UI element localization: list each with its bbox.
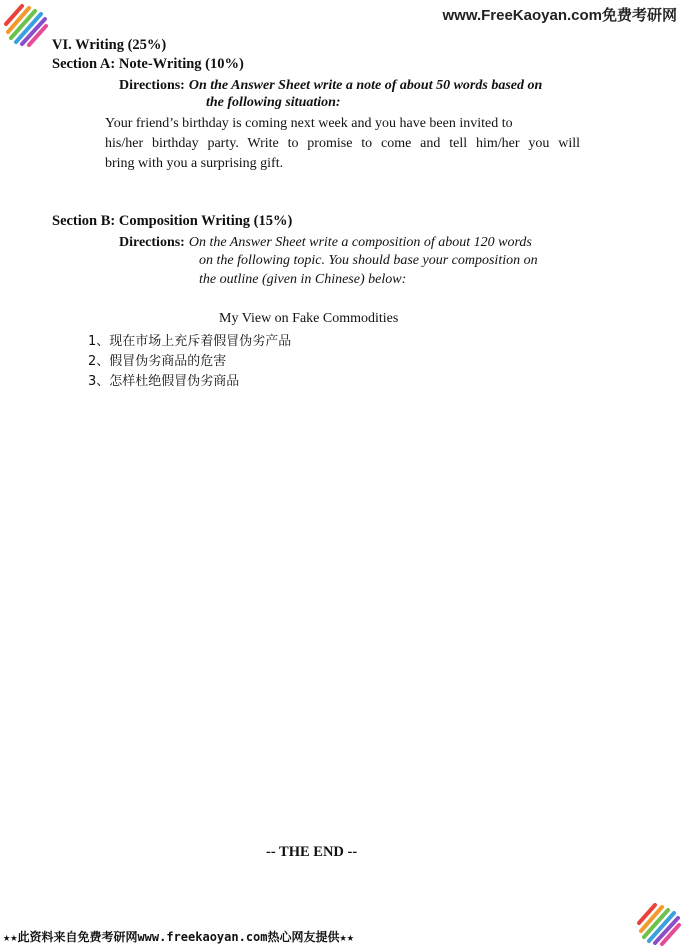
- the-end: -- THE END --: [266, 844, 358, 860]
- directions-label: Directions:: [119, 78, 185, 93]
- outline-item-2: 2、假冒伪劣商品的危害: [88, 354, 227, 369]
- section-b-directions: [119, 233, 532, 251]
- section-b-directions-cont-1: on the following topic. You should base your composition on: [199, 253, 538, 268]
- section-a-title: Section A: Note-Writing (10%): [52, 56, 244, 72]
- outline-item-1: 1、现在市场上充斥着假冒伪劣产品: [88, 334, 292, 349]
- composition-topic: My View on Fake Commodities: [219, 311, 399, 326]
- situation-line-2: his/her birthday party. Write to promise to come and tell him/her you will: [105, 136, 580, 151]
- directions-text: On the Answer Sheet write a composition of about 120 words: [188, 235, 532, 250]
- site-logo-icon: [635, 901, 681, 947]
- site-header: www.FreeKaoyan.com免费考研网: [442, 7, 677, 24]
- footer-note: ★★此资料来自免费考研网www.freekaoyan.com热心网友提供★★: [3, 930, 354, 944]
- situation-line-3: bring with you a surprising gift.: [105, 156, 284, 171]
- site-logo-icon: [2, 2, 48, 48]
- section-a-directions-cont: the following situation:: [206, 95, 341, 110]
- directions-text: On the Answer Sheet write a note of about 50 words based on: [188, 78, 543, 93]
- section-b-title: Section B: Composition Writing (15%): [52, 213, 293, 229]
- section-a-directions: [119, 76, 542, 94]
- outline-item-3: 3、怎样杜绝假冒伪劣商品: [88, 374, 240, 389]
- situation-line-1: Your friend’s birthday is coming next week and you have been invited to: [105, 116, 513, 131]
- part-title: VI. Writing (25%): [52, 37, 167, 53]
- section-b-directions-cont-2: the outline (given in Chinese) below:: [199, 272, 407, 287]
- directions-label: Directions:: [119, 235, 185, 250]
